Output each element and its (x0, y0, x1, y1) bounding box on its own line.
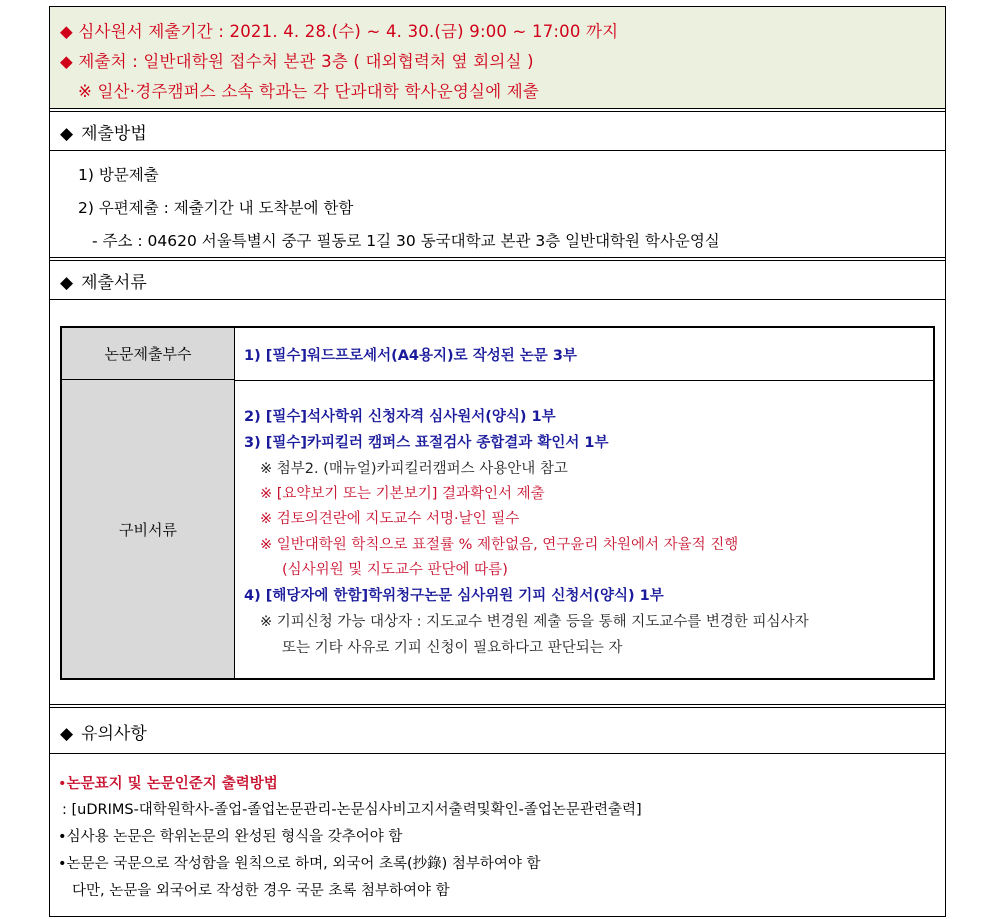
notice-period: ◆ 심사원서 제출기간 : 2021. 4. 28.(수) ~ 4. 30.(금) 9:00 ~ 17:00 까지 (60, 22, 619, 41)
caution-item: •심사용 논문은 학위논문의 완성된 형식을 갖추어야 함 (58, 829, 403, 845)
table-label-required-docs: 구비서류 (62, 380, 235, 678)
divider (49, 916, 946, 917)
doc-item-thesis: 1) [필수]워드프로세서(A4용지)로 작성된 논문 3부 (244, 348, 577, 364)
doc-note: ※ 첨부2. (매뉴얼)카피킬러캠퍼스 사용안내 참고 (260, 461, 568, 477)
divider (49, 753, 946, 754)
diamond-icon: ◆ (60, 724, 74, 744)
section-heading-documents (60, 268, 147, 293)
divider (49, 150, 946, 151)
notice-campus: ※ 일산·경주캠퍼스 소속 학과는 각 단과대학 학사운영실에 제출 (78, 82, 540, 101)
notice-location: ◆ 제출처 : 일반대학원 접수처 본관 3층 ( 대외협력처 옆 회의실 ) (60, 52, 534, 71)
method-visit: 1) 방문제출 (78, 166, 159, 184)
table-divider (235, 380, 933, 381)
method-mail: 2) 우편제출 : 제출기간 내 도착분에 한함 (78, 199, 354, 217)
caution-item: •논문은 국문으로 작성함을 원칙으로 하며, 외국어 초록(抄錄) 첨부하여야 함 (58, 856, 541, 872)
doc-item-copykiller: 3) [필수]카피킬러 캠퍼스 표절검사 종합결과 확인서 1부 (244, 435, 609, 451)
section-title: 제출방법 (81, 124, 147, 144)
doc-note: (심사위원 및 지도교수 판단에 따름) (282, 562, 508, 578)
diamond-icon: ◆ (60, 273, 74, 293)
bullet-icon: • (58, 856, 67, 872)
bullet-icon: • (58, 776, 67, 792)
caution-item-cont: 다만, 논문을 외국어로 작성한 경우 국문 초록 첨부하여야 함 (72, 883, 450, 899)
divider (49, 299, 946, 300)
doc-note: ※ 검토의견란에 지도교수 서명·날인 필수 (260, 511, 520, 527)
diamond-icon: ◆ (60, 124, 74, 144)
doc-note: ※ 일반대학원 학칙으로 표절률 % 제한없음, 연구윤리 차원에서 자율적 진행 (260, 537, 739, 553)
divider (49, 108, 946, 112)
divider (49, 704, 946, 708)
doc-item-avoidance: 4) [해당자에 한함]학위청구논문 심사위원 기피 신청서(양식) 1부 (244, 588, 664, 604)
documents-table (60, 326, 935, 680)
section-title: 제출서류 (81, 273, 147, 293)
caution-item: •논문표지 및 논문인준지 출력방법 (58, 776, 278, 792)
section-heading-method (60, 119, 147, 144)
doc-note: ※ [요약보기 또는 기본보기] 결과확인서 제출 (260, 486, 545, 502)
doc-item-application: 2) [필수]석사학위 신청자격 심사원서(양식) 1부 (244, 409, 556, 425)
divider (49, 257, 946, 261)
doc-note: ※ 기피신청 가능 대상자 : 지도교수 변경원 제출 등을 통해 지도교수를 변경한 피심사자 (260, 614, 809, 630)
section-title: 유의사항 (81, 724, 147, 744)
caution-path: : [uDRIMS-대학원학사-졸업-졸업논문관리-논문심사비고지서출력및확인-졸업논문관련출력] (62, 802, 642, 818)
bullet-icon: • (58, 829, 67, 845)
divider (49, 6, 946, 7)
section-heading-cautions (60, 719, 147, 744)
doc-note: 또는 기타 사유로 기피 신청이 필요하다고 판단되는 자 (282, 640, 623, 656)
table-label-copies: 논문제출부수 (62, 328, 235, 380)
method-address: - 주소 : 04620 서울특별시 중구 필동로 1길 30 동국대학교 본관 3층 일반대학원 학사운영실 (92, 232, 720, 250)
